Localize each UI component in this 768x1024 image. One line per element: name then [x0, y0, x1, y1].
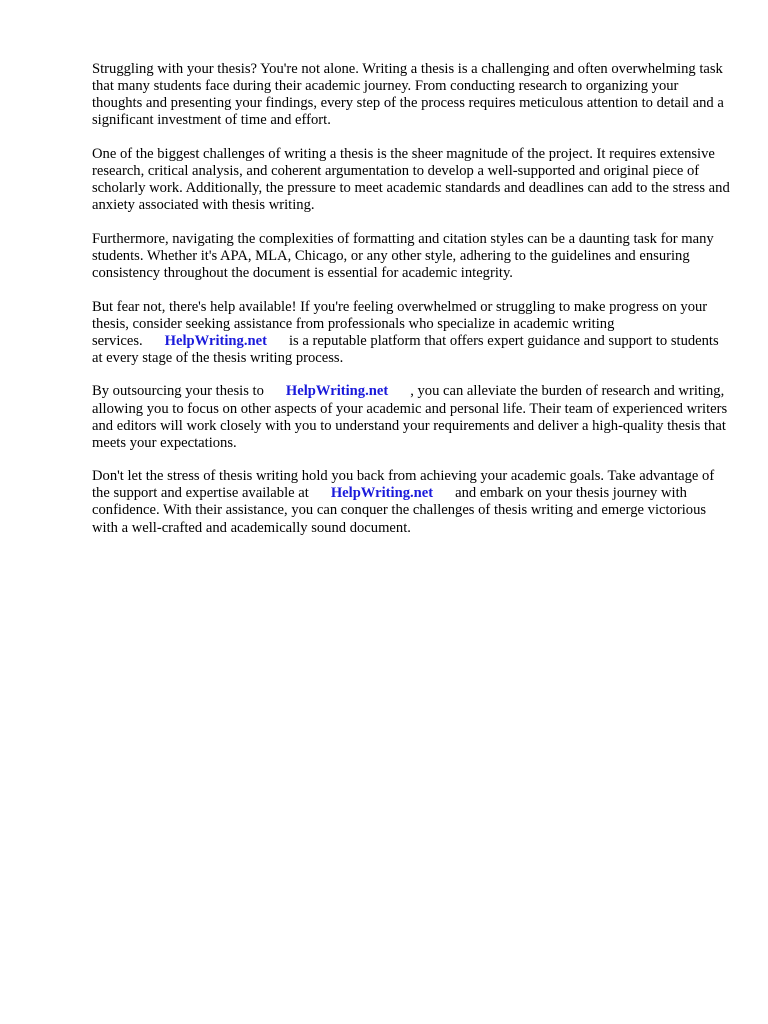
paragraph-formatting: Furthermore, navigating the complexities of formatting and citation styles can be a daunting task for many students. Whether it's APA, MLA, Chicago, or any other style, adhering to the guidelines and ensuring consistency throughout the document is essential for academic integrity. — [92, 230, 714, 281]
paragraph-conclusion — [92, 468, 732, 536]
paragraph-conclusion-text-before: Don't let the stress of thesis writing hold you back from achieving your academic goals. Take advantage of the support and expertise available at — [92, 468, 715, 502]
paragraph-outsourcing-text-before: By outsourcing your thesis to — [92, 383, 264, 400]
helpwriting-link[interactable]: HelpWriting.net — [330, 485, 434, 502]
paragraph-help-text-after: is a reputable platform that offers expert guidance and support to students at every stage of the thesis writing process. — [92, 332, 719, 366]
helpwriting-link[interactable]: HelpWriting.net — [285, 383, 389, 400]
paragraph-challenges: One of the biggest challenges of writing a thesis is the sheer magnitude of the project. It requires extensive research, critical analysis, and coherent argumentation to develop a well-supported and original piece of scholarly work. Additionally, the pressure to meet academic standards and deadlines can add to the stress and anxiety associated with thesis writing. — [92, 145, 730, 214]
paragraph-help — [92, 299, 732, 367]
document-page — [92, 61, 732, 553]
helpwriting-link[interactable]: HelpWriting.net — [164, 332, 267, 349]
paragraph-conclusion-text-after: and embark on your thesis journey with confidence. With their assistance, you can conquer the challenges of thesis writing and emerge victorious with a well-crafted and academically sound document. — [92, 485, 707, 536]
paragraph-outsourcing-text-after: , you can alleviate the burden of research and writing, allowing you to focus on other aspects of your academic and personal life. Their team of experienced writers and editors will work closely with you to understand your requirements and deliver a high-quality thesis that meets your expectations. — [92, 383, 728, 451]
paragraph-intro: Struggling with your thesis? You're not alone. Writing a thesis is a challenging and often overwhelming task that many students face during their academic journey. From conducting research to organizing your thoughts and presenting your findings, every step of the process requires meticulous attention to detail and a significant investment of time and effort. — [92, 61, 724, 129]
paragraph-help-text-before: But fear not, there's help available! If you're feeling overwhelmed or struggling to make progress on your thesis, consider seeking assistance from professionals who specialize in academic writing services. — [92, 298, 708, 349]
paragraph-outsourcing — [92, 383, 732, 451]
